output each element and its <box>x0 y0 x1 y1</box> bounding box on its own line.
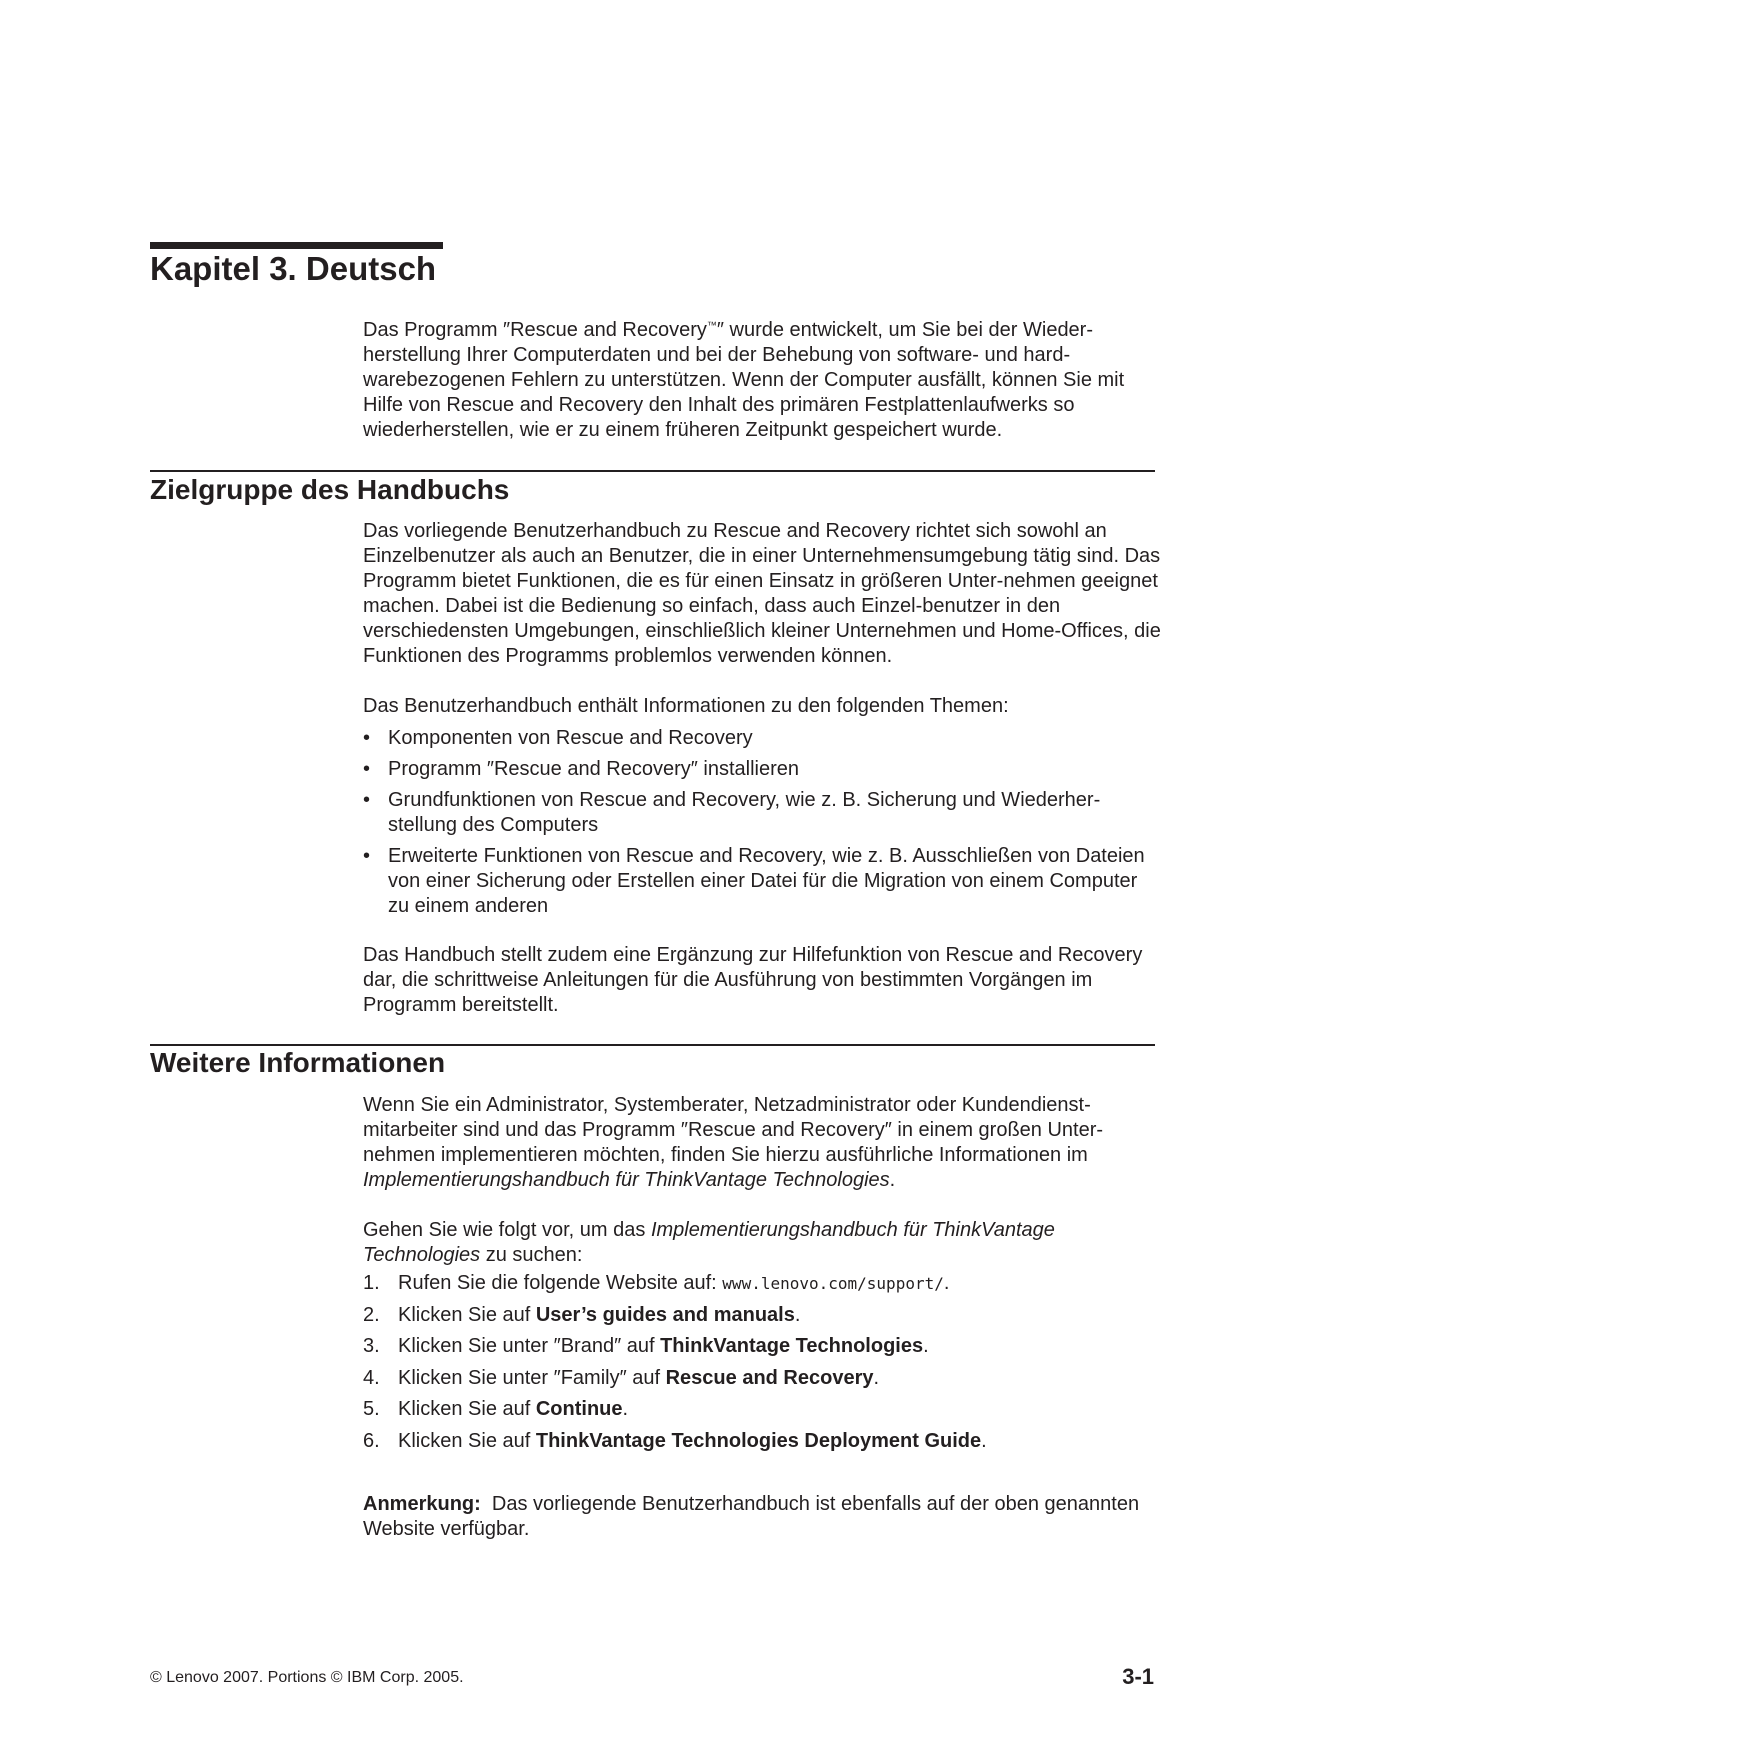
bullet-marker: • <box>363 758 371 780</box>
list-item-text: Grundfunktionen von Rescue and Recovery, wie z. B. Sicherung und Wiederher-stellung des Computers <box>388 789 1101 836</box>
step-item <box>363 1429 1163 1454</box>
step-text: Rufen Sie die folgende Website auf: <box>398 1272 723 1294</box>
step-number: 1. <box>363 1272 380 1294</box>
step-text: Klicken Sie auf <box>398 1429 536 1452</box>
chapter-intro <box>363 318 1163 443</box>
step-text: Klicken Sie auf <box>398 1398 536 1420</box>
note <box>363 1492 1163 1542</box>
step-text: Klicken Sie unter ″Brand″ auf <box>398 1335 661 1357</box>
support-url: www.lenovo.com/support/ <box>722 1274 944 1293</box>
step-number: 2. <box>363 1303 380 1326</box>
chapter-intro-start: Das Programm ″Rescue and Recovery <box>363 319 707 341</box>
copyright-footer: © Lenovo 2007. Portions © IBM Corp. 2005. <box>150 1669 464 1686</box>
list-item <box>363 788 1163 838</box>
section-title-weitere: Weitere Informationen <box>150 1047 446 1078</box>
list-item-text: Komponenten von Rescue and Recovery <box>388 727 753 749</box>
weitere-paragraph-1 <box>363 1093 1163 1193</box>
step-ui-term: ThinkVantage Technologies Deployment Guide <box>535 1429 982 1452</box>
list-item <box>363 844 1163 919</box>
step-end: . <box>943 1272 950 1294</box>
zielgruppe-paragraph-3: Das Handbuch stellt zudem eine Ergänzung zur Hilfefunktion von Rescue and Recovery dar, die schrittweise Anleitungen für die Ausführung von bestimmten Vorgängen im Programm bereitstellt. <box>363 944 1143 1016</box>
zielgruppe-paragraph-2: Das Benutzerhandbuch enthält Informationen zu den folgenden Themen: <box>363 695 1009 717</box>
section-rule-zielgruppe <box>150 470 1155 472</box>
note-label: Anmerkung: <box>363 1493 481 1515</box>
step-item <box>363 1271 1163 1296</box>
step-end: . <box>794 1303 801 1326</box>
chapter-title-rule <box>150 242 443 249</box>
step-text: Klicken Sie unter ″Family″ auf <box>398 1366 666 1389</box>
zielgruppe-paragraph-1: Das vorliegende Benutzerhandbuch zu Rescue and Recovery richtet sich sowohl an Einzelbenutzer als auch an Benutzer, die in einer Unternehmensumgebung tätig sind. Das Programm bietet Funktionen, die es für einen Einsatz in größeren Unter-nehmen geeignet machen. Dabei ist die Bedienung so einfach, dass auch Einzel-benutzer in den verschiedensten Umgebungen, einschließlich kleiner Unternehmen und Home-Offices, die Funktionen des Programms problemlos verwenden können. <box>363 520 1161 667</box>
chapter-intro-rest: ″ wurde entwickelt, um Sie bei der Wieder-herstellung Ihrer Computerdaten und bei der Behebung von software- und hard-warebezogenen Fehlern zu unterstützen. Wenn der Computer ausfällt, können Sie mit Hilfe von Rescue and Recovery den Inhalt des primären Festplattenlaufwerks so wiederherstellen, wie er zu einem früheren Zeitpunkt gespeichert wurde. <box>363 319 1125 441</box>
step-item <box>363 1334 1163 1359</box>
step-end: . <box>873 1366 880 1389</box>
step-ui-term: Rescue and Recovery <box>665 1366 874 1389</box>
step-end: . <box>622 1398 629 1420</box>
page-number: 3-1 <box>1122 1664 1154 1689</box>
bullet-marker: • <box>363 727 371 749</box>
weitere-paragraph-1-text: Wenn Sie ein Administrator, Systemberater, Netzadministrator oder Kundendienst-mitarbeiter sind und das Programm ″Rescue and Recovery″ in einem großen Unter-nehmen implementieren möchten, finden Sie hierzu ausführliche Informationen im <box>363 1094 1104 1166</box>
trademark-symbol: ™ <box>706 320 717 332</box>
weitere-paragraph-1-end: . <box>889 1169 896 1191</box>
step-ui-term: User’s guides and manuals <box>535 1303 795 1326</box>
step-number: 4. <box>363 1366 380 1389</box>
bullet-marker: • <box>363 845 371 867</box>
weitere-paragraph-2 <box>363 1218 1163 1268</box>
section-title-zielgruppe: Zielgruppe des Handbuchs <box>150 474 510 505</box>
deployment-guide-title: Implementierungshandbuch für ThinkVantage Technologies <box>363 1219 1055 1266</box>
topics-list <box>363 726 1163 925</box>
step-end: . <box>923 1335 929 1357</box>
list-item <box>363 726 1163 751</box>
list-item <box>363 757 1163 782</box>
section-rule-weitere <box>150 1044 1155 1046</box>
step-text: Klicken Sie auf <box>398 1303 536 1326</box>
step-item <box>363 1397 1163 1422</box>
step-ui-term: Continue <box>535 1398 623 1420</box>
bullet-marker: • <box>363 789 371 811</box>
list-item-text: Programm ″Rescue and Recovery″ installieren <box>388 758 799 780</box>
deployment-guide-title: Implementierungshandbuch für ThinkVantage Technologies <box>363 1169 890 1191</box>
list-item-text: Erweiterte Funktionen von Rescue and Recovery, wie z. B. Ausschließen von Dateien von einer Sicherung oder Erstellen einer Datei für die Migration von einem Computer zu einem anderen <box>388 845 1145 917</box>
step-number: 3. <box>363 1335 380 1357</box>
step-ui-term: ThinkVantage Technologies <box>660 1335 924 1357</box>
weitere-paragraph-2-start: Gehen Sie wie folgt vor, um das <box>363 1219 646 1241</box>
note-text: Das vorliegende Benutzerhandbuch ist ebenfalls auf der oben genannten Website verfügbar. <box>363 1493 1140 1540</box>
step-item <box>363 1303 1163 1328</box>
step-number: 5. <box>363 1398 380 1420</box>
step-number: 6. <box>363 1429 380 1452</box>
step-item <box>363 1366 1163 1391</box>
weitere-paragraph-2-end: zu suchen: <box>485 1244 583 1266</box>
steps-list <box>363 1271 1163 1460</box>
chapter-title: Kapitel 3. Deutsch <box>150 250 437 287</box>
step-end: . <box>981 1429 987 1452</box>
